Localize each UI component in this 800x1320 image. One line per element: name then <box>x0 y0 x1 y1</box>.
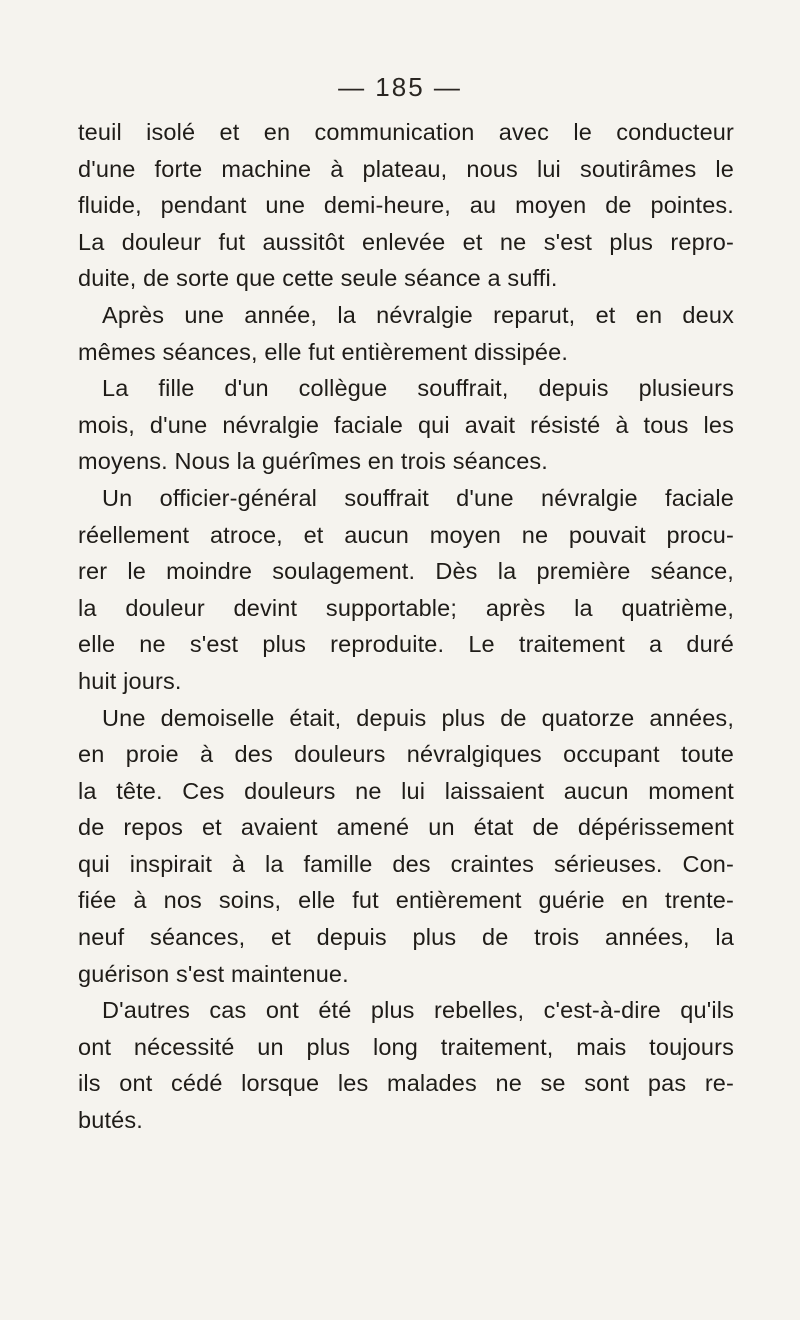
text-line: réellement atroce, et aucun moyen ne pouvait procu- <box>78 521 734 548</box>
text-line: d'une forte machine à plateau, nous lui soutirâmes le <box>78 155 734 182</box>
text-line: elle ne s'est plus reproduite. Le traitement a duré <box>78 631 734 658</box>
text-line: ont nécessité un plus long traitement, mais toujours <box>78 1033 734 1060</box>
text-line: fluide, pendant une demi-heure, au moyen de pointes. <box>78 192 734 219</box>
text-line: moyens. Nous la guérîmes en trois séances. <box>78 448 548 475</box>
text-line: de repos et avaient amené un état de dépérissement <box>78 814 734 841</box>
text-line: butés. <box>78 1107 143 1134</box>
text-line: huit jours. <box>78 667 182 694</box>
text-line: duite, de sorte que cette seule séance a suffi. <box>78 265 558 292</box>
text-line: mêmes séances, elle fut entièrement dissipée. <box>78 338 569 365</box>
text-line: fiée à nos soins, elle fut entièrement guérie en trente- <box>78 887 734 914</box>
page-number: — 185 — <box>338 72 462 102</box>
text-line: neuf séances, et depuis plus de trois années, la <box>78 924 734 951</box>
text-line: ils ont cédé lorsque les malades ne se sont pas re- <box>78 1070 734 1097</box>
text-line: la douleur devint supportable; après la quatrième, <box>78 594 734 621</box>
text-line: guérison s'est maintenue. <box>78 960 349 987</box>
body-text <box>78 114 734 1139</box>
text-line: qui inspirait à la famille des craintes sérieuses. Con- <box>78 850 734 877</box>
text-line: teuil isolé et en communication avec le conducteur <box>78 119 734 145</box>
text-line: rer le moindre soulagement. Dès la première séance, <box>78 558 734 585</box>
text-line: la tête. Ces douleurs ne lui laissaient aucun moment <box>78 777 734 804</box>
text-line: Après une année, la névralgie reparut, et en deux <box>102 301 734 328</box>
text-line: La fille d'un collègue souffrait, depuis plusieurs <box>102 375 734 402</box>
text-line: Un officier-général souffrait d'une névralgie faciale <box>102 484 734 511</box>
text-line: D'autres cas ont été plus rebelles, c'est-à-dire qu'ils <box>102 997 734 1024</box>
text-line: Une demoiselle était, depuis plus de quatorze années, <box>102 704 734 731</box>
text-line: mois, d'une névralgie faciale qui avait résisté à tous les <box>78 411 734 438</box>
text-line: en proie à des douleurs névralgiques occupant toute <box>78 741 734 768</box>
text-line: La douleur fut aussitôt enlevée et ne s'est plus repro- <box>78 228 734 255</box>
